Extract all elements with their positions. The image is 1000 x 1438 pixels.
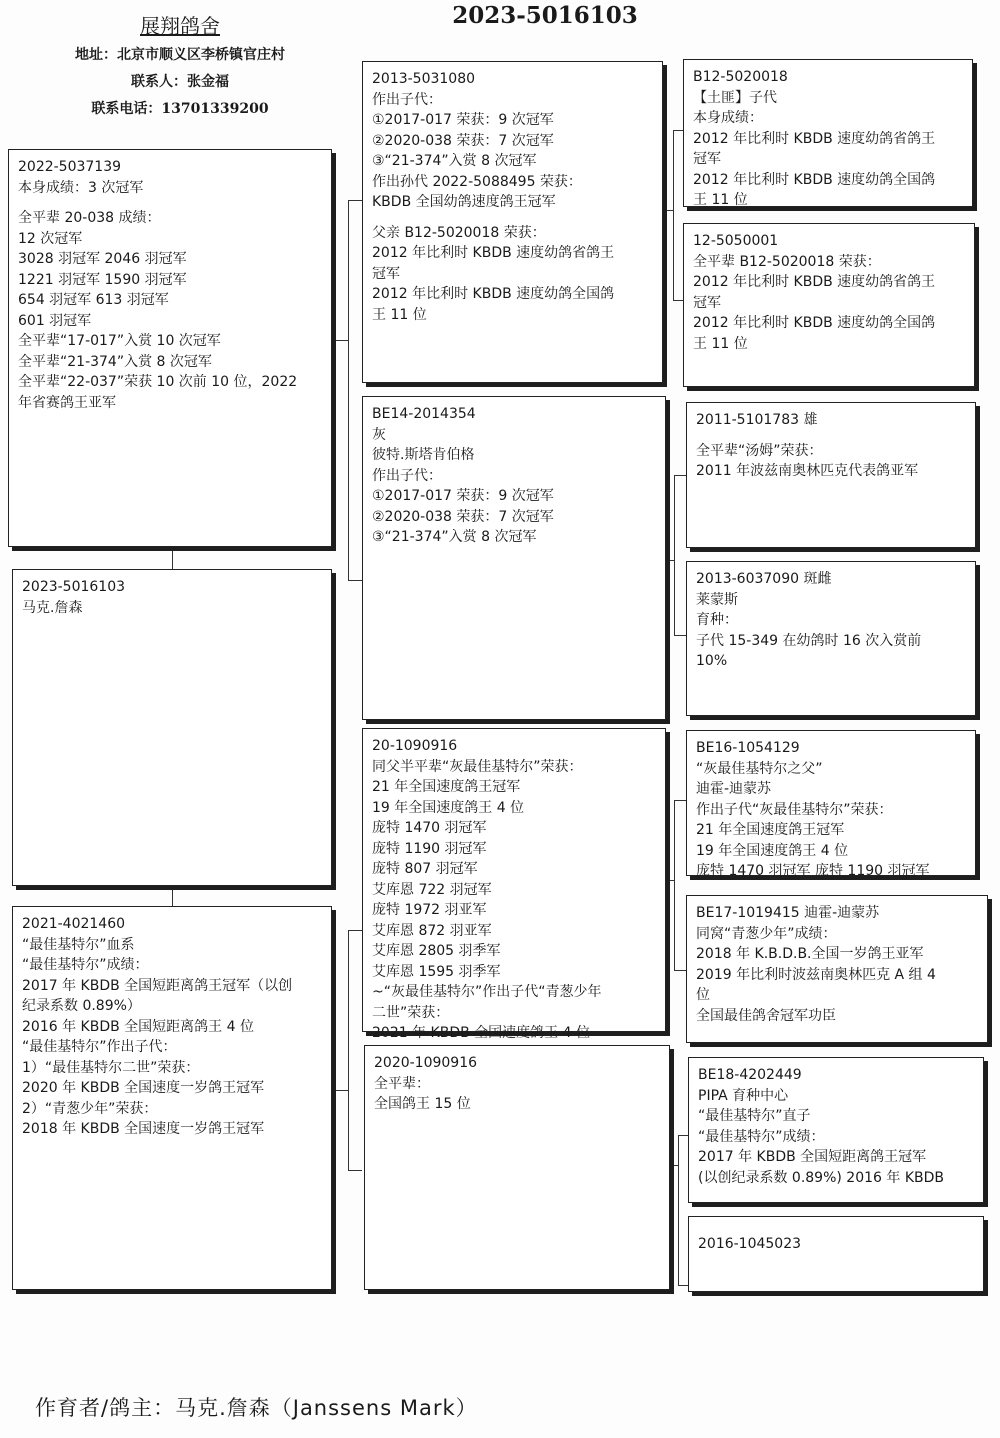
pedigree-line: 2021 年 KBDB 全国速度鸽王 4 位 — [372, 1025, 590, 1041]
pedigree-line: 王 11 位 — [693, 192, 748, 208]
pedigree-line: 2011-5101783 雄 — [696, 412, 818, 428]
pedigree-line: 12-5050001 — [693, 233, 779, 249]
connector — [348, 200, 349, 580]
pedigree-line: 2021-4021460 — [22, 916, 126, 932]
pedigree-line: 莱蒙斯 — [696, 591, 738, 608]
connector — [674, 800, 675, 970]
pedigree-line: 同窝“青葱少年”成绩： — [696, 925, 837, 942]
pedigree-line: 654 羽冠军 613 羽冠军 — [18, 292, 169, 308]
pedigree-line: 庞特 807 羽冠军 — [372, 861, 478, 877]
connector — [678, 1285, 688, 1286]
pedigree-line: 年省赛鸽王亚军 — [18, 394, 116, 411]
connector — [666, 880, 674, 881]
pedigree-line: 21 年全国速度鸽王冠军 — [372, 779, 521, 795]
pedigree-line: 3028 羽冠军 2046 羽冠军 — [18, 251, 187, 267]
pedigree-line: 庞特 1470 羽冠军 庞特 1190 羽冠军 — [696, 863, 930, 879]
connector — [666, 560, 674, 561]
pedigree-line: 全平辈 20-038 成绩： — [18, 210, 161, 226]
pedigree-line: 2019 年比利时波兹南奥林匹克 A 组 4 — [696, 966, 936, 983]
pedigree-line: “最佳基特尔”成绩： — [22, 957, 149, 973]
pedigree-line: “最佳基特尔”成绩： — [698, 1128, 825, 1145]
pedigree-line: 位 — [696, 987, 710, 1003]
pedigree-line: 作出子代： — [372, 467, 442, 484]
sire-card — [8, 149, 332, 547]
pedigree-line: ②2020-038 荣获：7 次冠军 — [372, 132, 554, 149]
pedigree-line: 2018 年 K.B.D.B.全国一岁鸽王亚军 — [696, 946, 924, 962]
dam-card — [12, 906, 332, 1290]
pedigree-line: 2018 年 KBDB 全国速度一岁鸽王冠军 — [22, 1121, 265, 1137]
connector — [673, 300, 683, 301]
pedigree-line: BE14-2014354 — [372, 406, 476, 422]
loft-contact: 联系人：张金福 — [131, 74, 229, 90]
pedigree-line: 1）“最佳基特尔二世”荣获： — [22, 1059, 200, 1076]
pedigree-line: 2012 年比利时 KBDB 速度幼鸽省鸽王 — [693, 130, 936, 147]
dam-dam-sire-card — [688, 1057, 984, 1203]
sire-dam-card — [362, 396, 666, 720]
pedigree-line: 2020-1090916 — [374, 1055, 478, 1071]
pedigree-line: 作出子代： — [372, 91, 442, 108]
pedigree-line: 2013-5031080 — [372, 71, 476, 87]
connector — [673, 130, 683, 131]
pedigree-line: 冠军 — [693, 294, 721, 311]
connector — [678, 1135, 688, 1136]
pedigree-line: 2011 年波兹南奥林匹克代表鸽亚军 — [696, 463, 919, 479]
pedigree-line: ①2017-017 荣获：9 次冠军 — [372, 112, 554, 128]
dam-dam-dam-card — [688, 1216, 984, 1292]
pedigree-line: 10% — [696, 653, 728, 669]
pedigree-line: 庞特 1972 羽亚军 — [372, 902, 487, 918]
pedigree-line: 艾库恩 872 羽亚军 — [372, 922, 492, 939]
pedigree-line: B12-5020018 — [693, 69, 788, 85]
connector — [332, 1090, 348, 1091]
pedigree-line: ①2017-017 荣获：9 次冠军 — [372, 488, 554, 504]
pedigree-line — [372, 213, 653, 223]
pedigree-line: 2023-5016103 — [22, 579, 126, 595]
pedigree-line: 艾库恩 2805 羽季军 — [372, 943, 501, 959]
pedigree-line: 全平辈 B12-5020018 荣获： — [693, 253, 881, 270]
pedigree-line: PIPA 育种中心 — [698, 1087, 789, 1104]
pedigree-line: 2022-5037139 — [18, 159, 122, 175]
pedigree-line: 2013-6037090 斑雌 — [696, 571, 832, 587]
sire-sire-card — [362, 61, 663, 383]
pedigree-line — [18, 198, 322, 208]
pedigree-line: 作出子代“灰最佳基特尔”荣获： — [696, 801, 893, 818]
sire-sire-dam-card — [683, 223, 975, 387]
pedigree-line: BE17-1019415 迪霍-迪蒙苏 — [696, 905, 880, 921]
connector — [670, 1165, 678, 1166]
pedigree-line: ②2020-038 荣获：7 次冠军 — [372, 508, 554, 525]
pedigree-line: 本身成绩：3 次冠军 — [18, 179, 144, 196]
connector — [348, 930, 362, 931]
pedigree-line: “灰最佳基特尔之父” — [696, 760, 823, 777]
pedigree-line: 2012 年比利时 KBDB 速度幼鸽省鸽王 — [372, 245, 615, 261]
connector — [348, 1170, 362, 1171]
sire-dam-dam-card — [686, 561, 976, 716]
ring-number-title: 2023-5016103 — [452, 2, 638, 29]
pedigree-line: 12 次冠军 — [18, 230, 83, 247]
pedigree-line: 冠军 — [693, 151, 721, 167]
pedigree-line — [698, 1224, 974, 1234]
pedigree-line: 庞特 1190 羽冠军 — [372, 840, 487, 857]
dam-sire-dam-card — [686, 895, 988, 1043]
loft-phone: 联系电话：13701339200 — [91, 101, 269, 117]
pedigree-line: 全国鸽王 15 位 — [374, 1096, 471, 1112]
pedigree-line: 2020 年 KBDB 全国速度一岁鸽王冠军 — [22, 1080, 265, 1096]
connector — [663, 210, 673, 211]
pedigree-line: ③“21-374”入赏 8 次冠军 — [372, 529, 537, 545]
pedigree-line: 本身成绩： — [693, 110, 763, 126]
pedigree-line: 迪霍-迪蒙苏 — [696, 781, 772, 797]
pedigree-line: 【土匪】子代 — [693, 89, 777, 106]
loft-name: 展翔鸽舍 — [140, 14, 220, 38]
pedigree-line: “最佳基特尔”直子 — [698, 1108, 811, 1124]
pedigree-line: ~“灰最佳基特尔”作出子代“青葱少年 — [372, 984, 602, 1000]
pedigree-line: 19 年全国速度鸽王 4 位 — [696, 842, 849, 859]
connector — [172, 547, 173, 569]
pedigree-line: 2016 年 KBDB 全国短距离鸽王 4 位 — [22, 1018, 254, 1035]
connector — [674, 475, 675, 635]
pedigree-line: 20-1090916 — [372, 738, 458, 754]
pedigree-line: 全平辈“22-037”荣获 10 次前 10 位，2022 — [18, 374, 298, 390]
pedigree-line: KBDB 全国幼鸽速度鸽王冠军 — [372, 194, 556, 210]
pedigree-line: 2012 年比利时 KBDB 速度幼鸽全国鸽 — [693, 315, 936, 331]
pedigree-line: 全国最佳鸽舍冠军功臣 — [696, 1007, 836, 1024]
pedigree-line: “最佳基特尔”作出子代： — [22, 1039, 177, 1055]
pedigree-line: 全平辈“17-017”入赏 10 次冠军 — [18, 333, 221, 349]
pedigree-line: BE16-1054129 — [696, 740, 800, 756]
pedigree-line: 二世”荣获： — [372, 1004, 450, 1021]
pedigree-line: 灰 — [372, 426, 386, 443]
sire-dam-sire-card — [686, 402, 976, 548]
pedigree-line: 2012 年比利时 KBDB 速度幼鸽全国鸽 — [693, 171, 936, 188]
connector — [674, 635, 686, 636]
connector — [348, 930, 349, 1170]
pedigree-line: 2017 年 KBDB 全国短距离鸽王冠军（以创 — [22, 977, 293, 994]
connector — [673, 130, 674, 300]
pedigree-line: 19 年全国速度鸽王 4 位 — [372, 799, 525, 816]
pedigree-line: 子代 15-349 在幼鸽时 16 次入赏前 — [696, 632, 922, 649]
pedigree-line: 2012 年比利时 KBDB 速度幼鸽省鸽王 — [693, 274, 936, 290]
connector — [348, 580, 362, 581]
pedigree-line: 2012 年比利时 KBDB 速度幼鸽全国鸽 — [372, 286, 615, 302]
pedigree-line: “最佳基特尔”血系 — [22, 936, 135, 953]
pedigree-line: 王 11 位 — [693, 335, 748, 352]
pedigree-line: 同父半平辈“灰最佳基特尔”荣获： — [372, 758, 583, 775]
pedigree-line: 601 羽冠军 — [18, 312, 92, 329]
pedigree-line: 育种： — [696, 612, 738, 628]
pedigree-line: 艾库恩 722 羽冠军 — [372, 881, 492, 898]
connector — [674, 475, 686, 476]
pedigree-line: BE18-4202449 — [698, 1067, 802, 1083]
pedigree-line: 2016-1045023 — [698, 1236, 802, 1252]
connector — [172, 886, 173, 906]
pedigree-line: 艾库恩 1595 羽季军 — [372, 963, 501, 980]
pedigree-line: 全平辈“汤姆”荣获： — [696, 442, 823, 459]
dam-sire-card — [362, 728, 666, 1041]
loft-address: 地址：北京市顺义区李桥镇官庄村 — [75, 47, 285, 63]
pedigree-line: 父亲 B12-5020018 荣获： — [372, 224, 546, 241]
pedigree-line: 1221 羽冠军 1590 羽冠军 — [18, 271, 187, 288]
sire-sire-sire-card — [683, 59, 973, 207]
pedigree-line: (以创纪录系数 0.89%) 2016 年 KBDB — [698, 1169, 944, 1186]
pedigree-line: 全平辈“21-374”入赏 8 次冠军 — [18, 353, 212, 370]
pedigree-line: ③“21-374”入赏 8 次冠军 — [372, 153, 537, 169]
pedigree-line: 作出孙代 2022-5088495 荣获： — [372, 173, 582, 190]
dam-dam-card — [364, 1045, 670, 1290]
connector — [332, 340, 348, 341]
pedigree-line: 王 11 位 — [372, 306, 427, 323]
connector — [674, 800, 686, 801]
breeder-owner: 作育者/鸽主：马克.詹森（Janssens Mark） — [35, 1396, 478, 1420]
pedigree-line: 2017 年 KBDB 全国短距离鸽王冠军 — [698, 1149, 927, 1165]
subject-card — [12, 569, 332, 886]
pedigree-line: 2）“青葱少年”荣获： — [22, 1100, 158, 1117]
pedigree-line: 马克.詹森 — [22, 599, 83, 616]
pedigree-line — [696, 431, 966, 441]
connector — [674, 970, 686, 971]
pedigree-line: 冠军 — [372, 265, 400, 282]
pedigree-line: 全平辈： — [374, 1075, 430, 1092]
pedigree-line: 彼特.斯塔肯伯格 — [372, 447, 475, 463]
connector — [678, 1135, 679, 1285]
dam-sire-sire-card — [686, 730, 976, 879]
pedigree-line: 纪录系数 0.89%） — [22, 998, 141, 1014]
pedigree-line: 庞特 1470 羽冠军 — [372, 820, 487, 836]
pedigree-line: 21 年全国速度鸽王冠军 — [696, 822, 845, 838]
connector — [348, 200, 362, 201]
